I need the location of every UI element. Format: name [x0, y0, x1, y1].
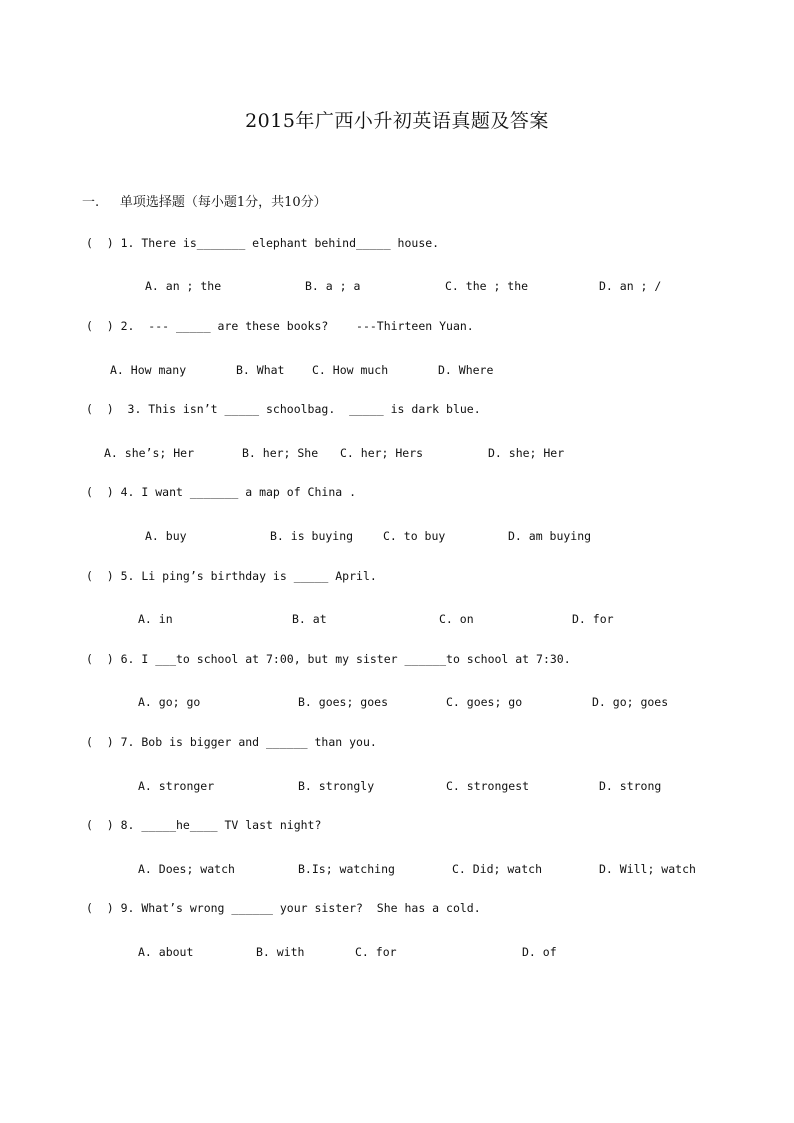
question-9-option-c: C. for — [355, 945, 397, 959]
question-6-option-d: D. go; goes — [592, 695, 669, 709]
question-3-option-a: A. she’s; Her — [104, 446, 195, 460]
question-3-option-d: D. she; Her — [488, 446, 565, 460]
question-2-option-a: A. How many — [110, 363, 187, 377]
question-4-option-d: D. am buying — [508, 529, 592, 543]
question-9-option-a: A. about — [138, 945, 194, 959]
question-1: ( ) 1. There is_______ elephant behind_____ house. — [86, 236, 440, 250]
question-1-option-c: C. the ; the — [445, 279, 529, 293]
question-1-option-a: A. an ; the — [145, 279, 222, 293]
question-8: ( ) 8. _____he____ TV last night? — [86, 818, 322, 832]
question-5: ( ) 5. Li ping’s birthday is _____ April. — [86, 569, 377, 583]
question-3-option-b: B. her; She — [242, 446, 319, 460]
question-7-option-a: A. stronger — [138, 779, 215, 793]
question-2: ( ) 2. --- _____ are these books? ---Thirteen Yuan. — [86, 319, 474, 333]
section-heading — [82, 191, 327, 210]
question-3: ( ) 3. This isn’t _____ schoolbag. _____ is dark blue. — [86, 402, 481, 416]
question-9: ( ) 9. What’s wrong ______ your sister? She has a cold. — [86, 901, 481, 915]
question-6: ( ) 6. I ___to school at 7:00, but my sister ______to school at 7:30. — [86, 652, 571, 666]
question-2-option-d: D. Where — [438, 363, 494, 377]
question-4-option-a: A. buy — [145, 529, 187, 543]
question-7-option-c: C. strongest — [446, 779, 530, 793]
question-8-option-d: D. Will; watch — [599, 862, 696, 876]
question-5-option-a: A. in — [138, 612, 173, 626]
section-heading-text: 单项选择题（每小题1分，共10分） — [119, 195, 327, 210]
question-1-option-b: B. a ; a — [305, 279, 361, 293]
question-7: ( ) 7. Bob is bigger and ______ than you. — [86, 735, 377, 749]
question-2-option-c: C. How much — [312, 363, 389, 377]
question-4: ( ) 4. I want _______ a map of China . — [86, 485, 357, 499]
question-4-option-b: B. is buying — [270, 529, 354, 543]
question-5-option-b: B. at — [292, 612, 327, 626]
question-5-option-d: D. for — [572, 612, 614, 626]
page-title: 2015年广西小升初英语真题及答案 — [245, 110, 549, 132]
question-2-option-b: B. What — [236, 363, 285, 377]
question-8-option-a: A. Does; watch — [138, 862, 235, 876]
question-6-option-a: A. go; go — [138, 695, 201, 709]
question-5-option-c: C. on — [439, 612, 474, 626]
question-9-option-b: B. with — [256, 945, 305, 959]
question-6-option-b: B. goes; goes — [298, 695, 389, 709]
question-1-option-d: D. an ; / — [599, 279, 662, 293]
question-8-option-b: B.Is; watching — [298, 862, 395, 876]
section-number: 一. — [82, 195, 100, 210]
question-3-option-c: C. her; Hers — [340, 446, 424, 460]
question-6-option-c: C. goes; go — [446, 695, 523, 709]
question-7-option-b: B. strongly — [298, 779, 375, 793]
question-8-option-c: C. Did; watch — [452, 862, 543, 876]
question-9-option-d: D. of — [522, 945, 557, 959]
question-4-option-c: C. to buy — [383, 529, 446, 543]
question-7-option-d: D. strong — [599, 779, 662, 793]
